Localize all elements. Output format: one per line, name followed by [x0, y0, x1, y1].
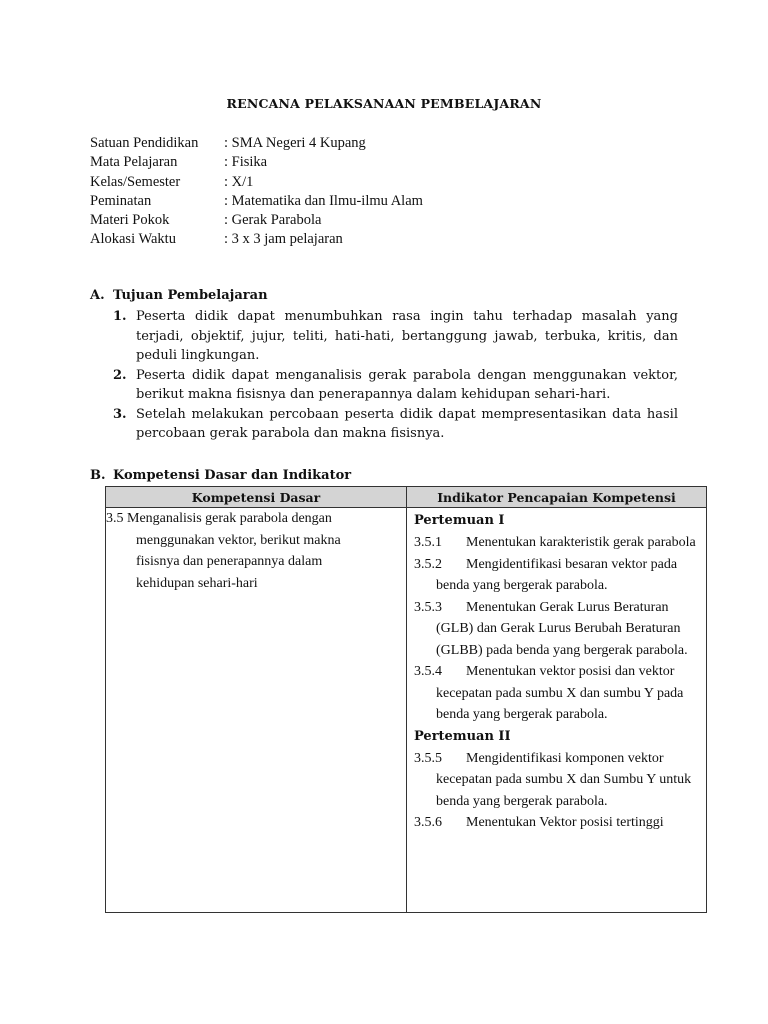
identity-value: : 3 x 3 jam pelajaran	[224, 231, 343, 248]
goal-number: 1.	[113, 309, 127, 324]
indicator-text: Mengidentifikasi besaran vektor pada benda yang bergerak parabola.	[436, 556, 678, 593]
goals-list	[113, 307, 678, 444]
goal-text: Setelah melakukan percobaan peserta didik dapat mempresentasikan data hasil percobaan gerak parabola dan makna fisisnya.	[136, 406, 678, 441]
indicator-text: Mengidentifikasi komponen vektor kecepatan pada sumbu X dan Sumbu Y untuk benda yang bergerak parabola.	[436, 750, 692, 809]
identity-label: Kelas/Semester	[90, 173, 181, 190]
meeting-label: Pertemuan I	[414, 513, 505, 528]
goal-number: 3.	[113, 406, 127, 422]
identity-label: Peminatan	[90, 192, 152, 209]
kd-line: fisisnya dan penerapannya dalam	[136, 554, 323, 569]
goal-item	[113, 307, 678, 366]
goal-item	[113, 366, 678, 405]
column-header-kd: Kompetensi Dasar	[106, 487, 407, 508]
section-a-letter: A.	[90, 288, 105, 303]
document-title: RENCANA PELAKSANAAN PEMBELAJARAN	[226, 96, 542, 111]
column-header-indicator: Indikator Pencapaian Kompetensi	[407, 487, 707, 508]
indicator-code: 3.5.1	[414, 535, 442, 550]
section-b-letter: B.	[90, 468, 106, 483]
indicator-item	[414, 661, 700, 726]
identity-value: : Matematika dan Ilmu-ilmu Alam	[224, 192, 423, 209]
identity-label: Satuan Pendidikan	[90, 135, 199, 151]
identity-label: Materi Pokok	[90, 212, 170, 229]
identity-value: : X/1	[224, 173, 254, 190]
section-a-title: Tujuan Pembelajaran	[113, 288, 268, 303]
competency-table	[105, 486, 707, 913]
identity-value: : Fisika	[224, 154, 268, 171]
identity-row	[90, 134, 423, 153]
indicator-code: 3.5.3	[414, 599, 442, 615]
section-a-heading	[90, 288, 268, 303]
indicator-item	[414, 597, 700, 662]
section-b-title: Kompetensi Dasar dan Indikator	[113, 468, 352, 483]
kd-line: menggunakan vektor, berikut makna	[136, 532, 341, 548]
indicator-item	[414, 532, 700, 554]
indicator-item	[414, 748, 700, 813]
table-header-row	[106, 487, 707, 508]
goal-text: Peserta didik dapat menumbuhkan rasa ingin tahu terhadap masalah yang terjadi, objektif, jujur, teliti, hati-hati, bertanggung jawab, terbuka, kritis, dan peduli lingkungan.	[136, 309, 678, 363]
identity-block	[90, 134, 423, 250]
identity-value: : Gerak Parabola	[224, 212, 322, 229]
identity-row	[90, 173, 423, 192]
indicator-cell	[407, 508, 707, 913]
identity-value: : SMA Negeri 4 Kupang	[224, 135, 366, 151]
kd-cell	[106, 508, 407, 913]
identity-row	[90, 153, 423, 172]
indicator-code: 3.5.4	[414, 664, 442, 679]
meeting-label: Pertemuan II	[414, 728, 511, 744]
kd-line: 3.5 Menganalisis gerak parabola dengan	[106, 511, 332, 526]
identity-row	[90, 192, 423, 211]
indicator-text: Menentukan Vektor posisi tertinggi	[466, 815, 664, 830]
indicator-code: 3.5.2	[414, 556, 442, 572]
indicator-code: 3.5.5	[414, 750, 442, 766]
indicator-text: Menentukan Gerak Lurus Beraturan (GLB) dan Gerak Lurus Berubah Beraturan (GLBB) pada benda yang bergerak parabola.	[436, 599, 688, 658]
indicator-text: Menentukan karakteristik gerak parabola	[466, 535, 696, 550]
identity-row	[90, 211, 423, 230]
indicator-item	[414, 812, 700, 834]
kd-line: kehidupan sehari-hari	[136, 575, 258, 591]
table-row	[106, 508, 707, 913]
goal-number: 2.	[113, 367, 127, 383]
indicator-text: Menentukan vektor posisi dan vektor kecepatan pada sumbu X dan sumbu Y pada benda yang bergerak parabola.	[436, 664, 684, 722]
indicator-item	[414, 554, 700, 597]
identity-row	[90, 230, 423, 249]
indicator-code: 3.5.6	[414, 815, 442, 830]
identity-label: Alokasi Waktu	[90, 231, 176, 248]
goal-text: Peserta didik dapat menganalisis gerak parabola dengan menggunakan vektor, berikut makna fisisnya dan penerapannya dalam kehidupan sehari-hari.	[136, 367, 678, 402]
identity-label: Mata Pelajaran	[90, 154, 178, 171]
goal-item	[113, 405, 678, 444]
section-b-heading	[90, 468, 351, 483]
